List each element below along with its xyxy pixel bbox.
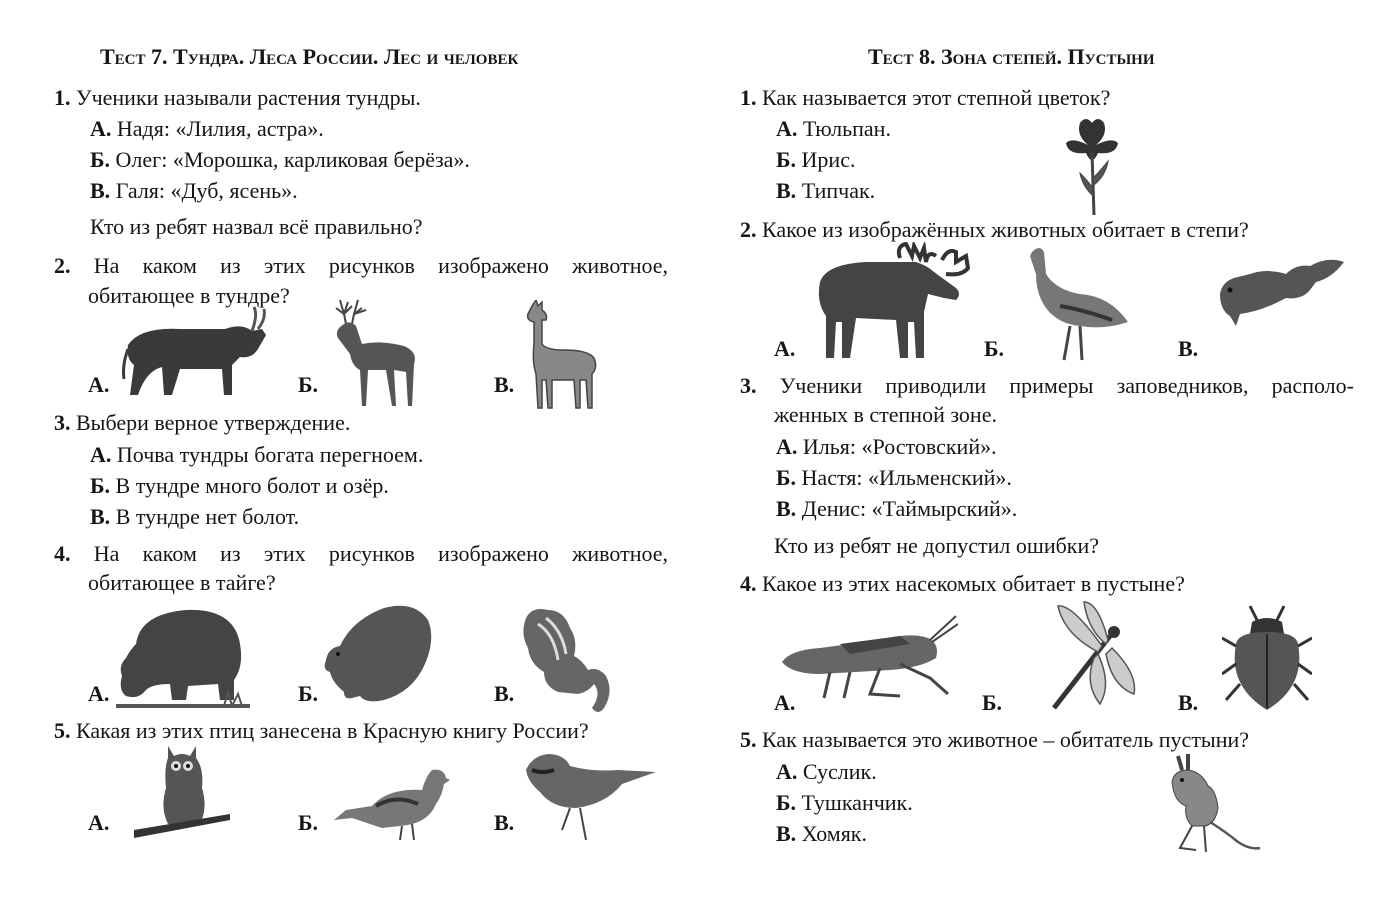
- jerboa-image: [1166, 752, 1266, 856]
- t8-q1-text: Как называется этот степной цветок?: [762, 85, 1111, 110]
- beetle-image[interactable]: [1222, 602, 1312, 714]
- test-8-title-text: Зона степей. Пустыни: [941, 44, 1155, 69]
- t7-q2-text-line2: обитающее в тундре?: [88, 283, 290, 308]
- test-7-title: [100, 44, 518, 70]
- option-text: Галя: «Дуб, ясень».: [115, 178, 298, 203]
- dragonfly-image[interactable]: [1028, 600, 1138, 710]
- option-text: Ирис.: [801, 147, 856, 172]
- t7-q4-label-c[interactable]: В.: [494, 681, 515, 706]
- grasshopper-image[interactable]: [780, 614, 958, 700]
- t8-q2-label-a[interactable]: А.: [774, 336, 796, 361]
- t7-q2-label-c[interactable]: В.: [494, 372, 515, 397]
- t7-q1-option-c[interactable]: [90, 178, 298, 204]
- t7-q5-label-c[interactable]: В.: [494, 810, 515, 835]
- t7-q2-label-b[interactable]: Б.: [298, 372, 319, 397]
- t8-q2-text: Какое из изображённых животных обитает в степи?: [762, 217, 1249, 242]
- t8-q2-number: 2.: [740, 217, 757, 242]
- t8-q5-option-a[interactable]: [776, 759, 877, 785]
- bull-image[interactable]: [120, 305, 270, 400]
- t7-q4-number: 4.: [54, 541, 71, 566]
- t7-q2: [54, 253, 668, 279]
- option-text: Суслик.: [802, 759, 877, 784]
- t8-q5-text: Как называется это животное – обитатель пустыни?: [762, 727, 1250, 752]
- t7-q1: [54, 85, 421, 111]
- option-letter: Б.: [776, 790, 797, 815]
- t7-q3-option-a[interactable]: [90, 442, 423, 468]
- t8-q3-text-line2: женных в степной зоне.: [774, 402, 997, 427]
- option-text: В тундре много болот и озёр.: [115, 473, 389, 498]
- t8-q2-label-b[interactable]: Б.: [984, 336, 1005, 361]
- t8-q5: [740, 727, 1249, 753]
- option-text: Тушканчик.: [801, 790, 913, 815]
- t8-q1-option-c[interactable]: [776, 178, 875, 204]
- iris-flower-image: [1062, 115, 1122, 215]
- t8-q2: [740, 217, 1249, 243]
- t7-q3-number: 3.: [54, 410, 71, 435]
- t7-q4-label-a[interactable]: А.: [88, 681, 110, 706]
- t7-q3: [54, 410, 350, 436]
- test-8-title: [868, 44, 1155, 70]
- option-letter: В.: [90, 178, 111, 203]
- option-text: Тюльпан.: [802, 116, 891, 141]
- t7-q2-text-line1: На каком из этих рисунков изображено животное,: [93, 253, 668, 278]
- t8-q4-label-c[interactable]: В.: [1178, 690, 1199, 715]
- t7-q2-number: 2.: [54, 253, 71, 278]
- t8-q1-option-a[interactable]: [776, 116, 891, 142]
- t8-q1-number: 1.: [740, 85, 757, 110]
- option-letter: В.: [90, 504, 111, 529]
- t7-q3-text: Выбери верное утверждение.: [76, 410, 351, 435]
- option-letter: Б.: [776, 147, 797, 172]
- t8-q5-option-b[interactable]: [776, 790, 913, 816]
- option-text: Типчак.: [801, 178, 876, 203]
- pigeon-image[interactable]: [332, 764, 450, 844]
- option-letter: В.: [776, 821, 797, 846]
- t8-q4-label-a[interactable]: А.: [774, 690, 796, 715]
- t8-q3-option-a[interactable]: [776, 434, 997, 460]
- t7-q4-label-b[interactable]: Б.: [298, 681, 319, 706]
- hippo-image[interactable]: [116, 600, 250, 708]
- test-7-title-text: Тундра. Леса России. Лес и человек: [173, 44, 519, 69]
- t7-q1-followup: Кто из ребят назвал всё правильно?: [90, 214, 423, 239]
- deer-image[interactable]: [322, 298, 422, 410]
- t8-q3-number: 3.: [740, 373, 757, 398]
- t8-q3-option-b[interactable]: [776, 465, 1012, 491]
- flying-squirrel-image[interactable]: [1216, 254, 1346, 330]
- option-text: Илья: «Ростовский».: [802, 434, 997, 459]
- option-letter: Б.: [90, 147, 111, 172]
- t8-q5-option-c[interactable]: [776, 821, 867, 847]
- option-text: Почва тундры богата перегноем.: [116, 442, 424, 467]
- t8-q4-number: 4.: [740, 571, 757, 596]
- chipmunk-image[interactable]: [518, 604, 614, 716]
- t7-q1-number: 1.: [54, 85, 71, 110]
- t7-q4-text-line2: обитающее в тайге?: [88, 570, 276, 595]
- test-8-column: [700, 0, 1400, 899]
- option-text: Настя: «Ильменский».: [801, 465, 1012, 490]
- t8-q3-text-line1: Ученики приводили примеры заповедников, располо-: [779, 373, 1354, 398]
- t8-q3: [740, 373, 1354, 399]
- option-letter: Б.: [776, 465, 797, 490]
- moose-image[interactable]: [816, 242, 976, 360]
- option-letter: В.: [776, 178, 797, 203]
- t7-q5-label-b[interactable]: Б.: [298, 810, 319, 835]
- t8-q2-label-c[interactable]: В.: [1178, 336, 1199, 361]
- t8-q1: [740, 85, 1110, 111]
- t7-q2-label-a[interactable]: А.: [88, 372, 110, 397]
- option-text: Хомяк.: [801, 821, 867, 846]
- beaver-image[interactable]: [322, 600, 436, 708]
- t8-q1-option-b[interactable]: [776, 147, 855, 173]
- option-letter: Б.: [90, 473, 111, 498]
- option-letter: В.: [776, 496, 797, 521]
- option-letter: А.: [776, 759, 798, 784]
- option-letter: А.: [90, 442, 112, 467]
- t8-q4-label-b[interactable]: Б.: [982, 690, 1003, 715]
- option-text: Надя: «Лилия, астра».: [116, 116, 324, 141]
- test-8-title-prefix: Тест 8.: [868, 44, 936, 69]
- option-letter: А.: [776, 116, 798, 141]
- t7-q1-text: Ученики называли растения тундры.: [76, 85, 421, 110]
- t8-q3-followup: Кто из ребят не допустил ошибки?: [774, 533, 1100, 558]
- llama-image[interactable]: [524, 300, 600, 410]
- t7-q3-option-c[interactable]: [90, 504, 299, 530]
- t7-q4-text-line1: На каком из этих рисунков изображено животное,: [93, 541, 668, 566]
- t7-q1-option-a[interactable]: [90, 116, 324, 142]
- owl-image[interactable]: [130, 744, 234, 840]
- t7-q5-number: 5.: [54, 718, 71, 743]
- sparrow-image[interactable]: [522, 748, 658, 844]
- t7-q1-option-b[interactable]: [90, 147, 470, 173]
- t7-q3-option-b[interactable]: [90, 473, 389, 499]
- t7-q5-text: Какая из этих птиц занесена в Красную книгу России?: [76, 718, 589, 743]
- bustard-image[interactable]: [1024, 244, 1130, 362]
- t8-q4: [740, 571, 1185, 597]
- t8-q3-option-c[interactable]: [776, 496, 1017, 522]
- option-text: В тундре нет болот.: [115, 504, 300, 529]
- option-letter: А.: [90, 116, 112, 141]
- t7-q4: [54, 541, 668, 567]
- t7-q5-label-a[interactable]: А.: [88, 810, 110, 835]
- t7-q5: [54, 718, 589, 744]
- t8-q5-number: 5.: [740, 727, 757, 752]
- option-text: Денис: «Таймырский».: [801, 496, 1018, 521]
- option-letter: А.: [776, 434, 798, 459]
- t8-q4-text: Какое из этих насекомых обитает в пустыне?: [762, 571, 1185, 596]
- option-text: Олег: «Морошка, карликовая берёза».: [115, 147, 470, 172]
- test-7-title-prefix: Тест 7.: [100, 44, 168, 69]
